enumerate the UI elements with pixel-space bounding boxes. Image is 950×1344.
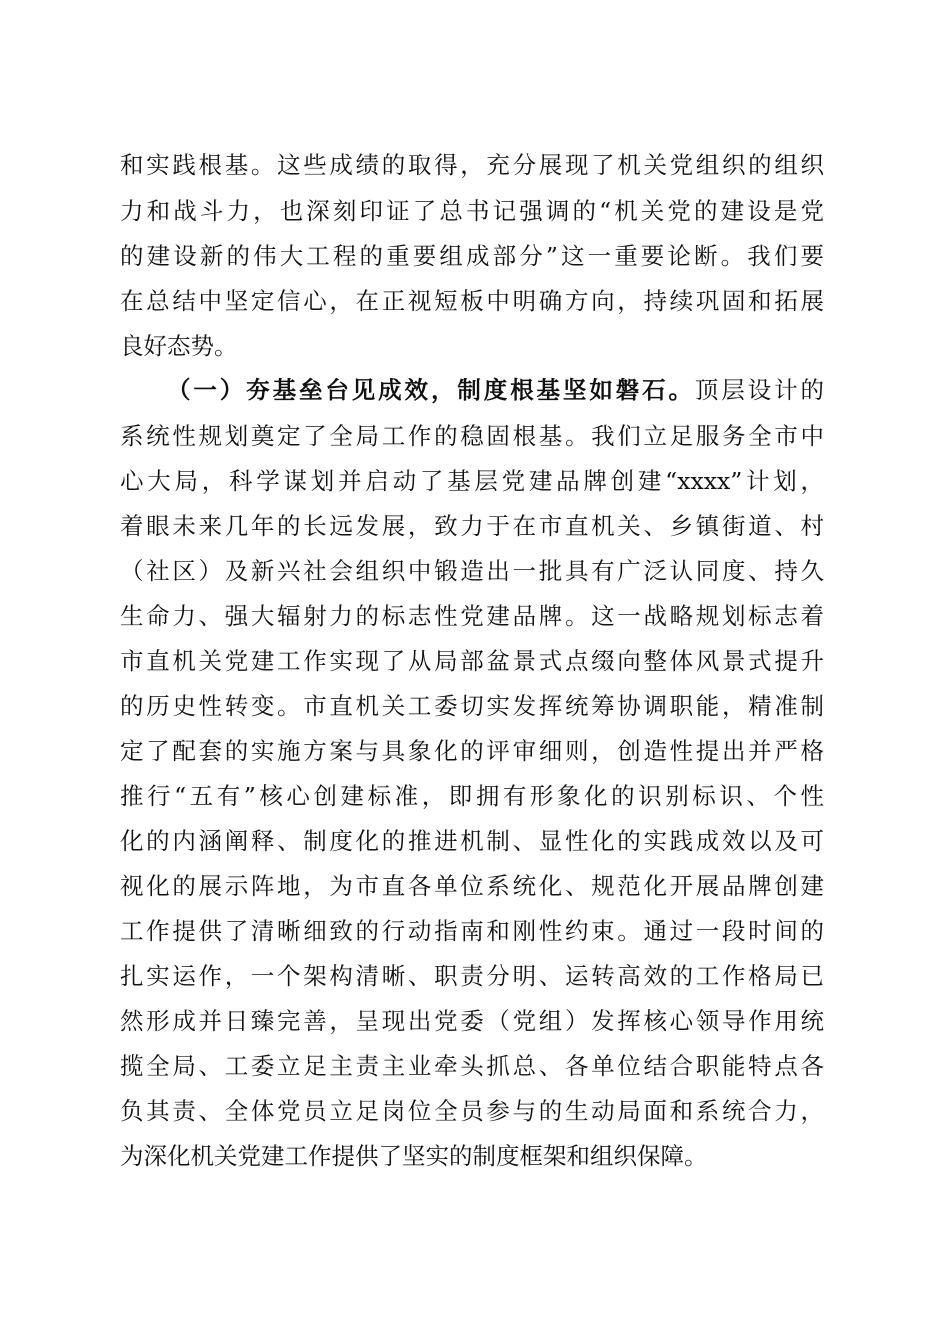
- paragraph-2-line-5: （社区）及新兴社会组织中锻造出一批具有广泛认同度、持久: [120, 557, 824, 585]
- paragraph-2-line-8: 的历史性转变。市直机关工委切实发挥统筹协调职能，精准制: [120, 692, 824, 720]
- paragraph-2-line-1: [167, 370, 824, 410]
- paragraph-2-line-1-rest: 顶层设计的: [694, 376, 825, 404]
- paragraph-2-line-2: 系统性规划奠定了全局工作的稳固根基。我们立足服务全市中: [120, 422, 824, 450]
- paragraph-2-line-15: 然形成并日臻完善，呈现出党委（党组）发挥核心领导作用统: [120, 1007, 824, 1035]
- paragraph-2-line-13: 工作提供了清晰细致的行动指南和刚性约束。通过一段时间的: [120, 917, 824, 945]
- paragraph-2-line-4: 着眼未来几年的长远发展，致力于在市直机关、乡镇街道、村: [120, 512, 824, 540]
- paragraph-2-line-17: 负其责、全体党员立足岗位全员参与的生动局面和系统合力，: [120, 1097, 824, 1125]
- paragraph-2-line-6: 生命力、强大辐射力的标志性党建品牌。这一战略规划标志着: [120, 602, 824, 630]
- paragraph-1-line-1: 和实践根基。这些成绩的取得，充分展现了机关党组织的组织: [120, 151, 824, 179]
- paragraph-2-line-3: 心大局，科学谋划并启动了基层党建品牌创建“xxxx”计划，: [120, 467, 824, 495]
- paragraph-2-line-9: 定了配套的实施方案与具象化的评审细则，创造性提出并严格: [120, 737, 824, 765]
- section-heading: （一）夯基垒台见成效，制度根基坚如磐石。: [167, 376, 695, 404]
- paragraph-2-line-10: 推行“五有”核心创建标准，即拥有形象化的识别标识、个性: [120, 782, 824, 810]
- paragraph-2-line-14: 扎实运作，一个架构清晰、职责分明、运转高效的工作格局已: [120, 962, 824, 990]
- paragraph-2-line-11: 化的内涵阐释、制度化的推进机制、显性化的实践成效以及可: [120, 827, 824, 855]
- paragraph-2-line-12: 视化的展示阵地，为市直各单位系统化、规范化开展品牌创建: [120, 872, 824, 900]
- paragraph-2-line-16: 揽全局、工委立足主责主业牵头抓总、各单位结合职能特点各: [120, 1052, 824, 1080]
- paragraph-2-line-7: 市直机关党建工作实现了从局部盆景式点缀向整体风景式提升: [120, 647, 824, 675]
- paragraph-2-line-18: 为深化机关党建工作提供了坚实的制度框架和组织保障。: [120, 1142, 708, 1170]
- paragraph-1-line-2: 力和战斗力，也深刻印证了总书记强调的“机关党的建设是党: [120, 197, 824, 225]
- paragraph-1-line-5: 良好态势。: [120, 332, 238, 360]
- paragraph-1-line-4: 在总结中坚定信心，在正视短板中明确方向，持续巩固和拓展: [120, 287, 824, 315]
- paragraph-1-line-3: 的建设新的伟大工程的重要组成部分”这一重要论断。我们要: [120, 242, 824, 270]
